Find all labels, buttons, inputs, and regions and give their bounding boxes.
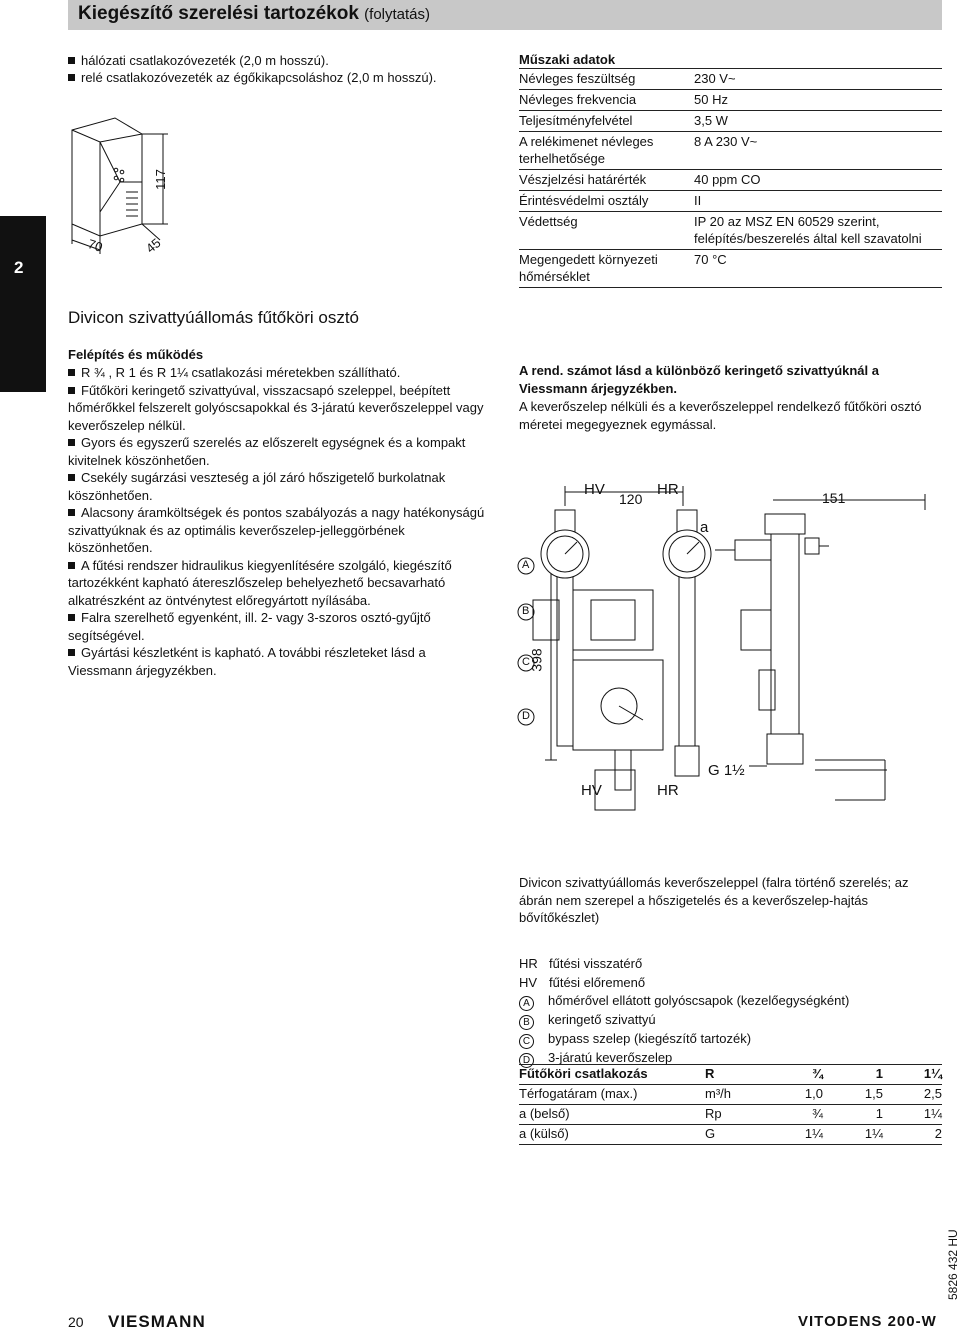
callout-b: B	[522, 605, 530, 617]
spec-row: Vészjelzési határérték 40 ppm CO	[519, 170, 942, 191]
dim-height: 117	[152, 169, 168, 190]
brand-logo: VIESMANN	[108, 1312, 206, 1331]
legend-item: A hőmérővel ellátott golyóscsapok (kezelőegységként)	[519, 992, 849, 1011]
document-code: 5826 432 HU	[946, 1229, 960, 1300]
legend-item: HV fűtési előremenő	[519, 974, 646, 990]
feature-list	[68, 364, 486, 679]
table-row: Fűtőköri csatlakozás R ¾ 1 1¼	[519, 1065, 942, 1085]
page-number: 20	[68, 1314, 84, 1330]
spec-row: A relékimenet névleges terhelhetősége 8 A 230 V~	[519, 132, 942, 170]
product-name: VITODENS 200-W	[798, 1313, 937, 1330]
legend-item: C bypass szelep (kiegészítő tartozék)	[519, 1030, 849, 1049]
hv-label-top: HV	[584, 481, 605, 498]
order-note: A rend. számot lásd a különböző keringető szivattyúknál a Viessmann árjegyzékben.	[519, 363, 879, 396]
bullet-item: relé csatlakozóvezeték az égőkikapcsoláshoz (2,0 m hosszú).	[68, 69, 437, 86]
bullet-item: Gyártási készletként is kapható. A további részleteket lásd a Viessmann árjegyzékben.	[68, 645, 426, 678]
callout-d: D	[522, 710, 530, 722]
callout-c: C	[522, 656, 530, 668]
connection-table	[519, 1064, 942, 1145]
page-title: Kiegészítő szerelési tartozékok (folytatás)	[78, 3, 431, 24]
spec-row: Névleges feszültség 230 V~	[519, 69, 942, 90]
legend-item: B keringető szivattyú	[519, 1011, 849, 1030]
callout-a: A	[522, 559, 530, 571]
dim-depth: 45	[142, 235, 164, 256]
spec-row: Védettség IP 20 az MSZ EN 60529 szerint, felépítés/beszerelés által kell szavatolni	[519, 212, 942, 250]
hv-label-bottom: HV	[581, 782, 602, 799]
chapter-number: 2	[14, 258, 24, 277]
section-subtitle: Felépítés és működés	[68, 347, 204, 362]
bullet-item: Alacsony áramköltségek és pontos szabályozás a nagy hatékonyságú szivattyúknak és az optimális keverőszelep-jelleggörbének köszönhetően.	[68, 505, 485, 555]
table-row: Térfogatáram (max.) m³/h 1,0 1,5 2,5	[519, 1085, 942, 1105]
dim-151: 151	[822, 490, 846, 506]
spec-row: Megengedett környezeti hőmérséklet 70 °C	[519, 250, 942, 288]
legend-item: HR fűtési visszatérő	[519, 956, 643, 971]
dim-120: 120	[619, 491, 643, 507]
bullet-item: Fűtőköri keringető szivattyúval, visszacsapó szeleppel, beépített hőmérőkkel felszerelt golyóscsapokkal és 3-járatú keverőszeleppel vagy keverőszelep nélkül.	[68, 382, 484, 433]
bullet-item: Csekély sugárzási veszteség a jól záró hőszigetelő burkolatnak köszönhetően.	[68, 470, 446, 503]
spec-row: Teljesítményfelvétel 3,5 W	[519, 111, 942, 132]
spec-row: Névleges frekvencia 50 Hz	[519, 90, 942, 111]
figure-caption: Divicon szivattyúállomás keverőszeleppel (falra történő szerelés; az ábrán nem szerepel a hőszigetelés és a keverőszelep-hajtás bővítőkészlet)	[519, 875, 909, 925]
dim-398: 398	[528, 648, 545, 672]
spec-table	[519, 68, 942, 288]
spec-row: Érintésvédelmi osztály II	[519, 191, 942, 212]
bullet-item: R ¾ , R 1 és R 1¼ csatlakozási méretekben szállítható.	[68, 364, 486, 382]
hr-label-bottom: HR	[657, 782, 679, 799]
table-row: a (külső) G 1¼ 1¼ 2	[519, 1125, 942, 1145]
table-row: a (belső) Rp ¾ 1 1¼	[519, 1105, 942, 1125]
callout-a-small: a	[700, 519, 709, 536]
spec-title: Műszaki adatok	[519, 52, 616, 67]
bullet-item: hálózati csatlakozóvezeték (2,0 m hosszú).	[68, 52, 329, 69]
dim-width: 70	[86, 236, 105, 255]
detector-drawing	[60, 112, 200, 262]
dimension-note: A keverőszelep nélküli és a keverőszeleppel rendelkező fűtőköri osztó méretei megegyeznek egymással.	[519, 399, 922, 432]
section-title: Divicon szivattyúállomás fűtőköri osztó	[68, 308, 360, 327]
thread-label: G 1½	[708, 762, 745, 779]
bullet-item: Gyors és egyszerű szerelés az előszerelt egységnek és a kompakt kivitelnek köszönhetően.	[68, 435, 466, 468]
legend	[519, 955, 849, 1068]
bullet-item: Falra szerelhető egyenként, ill. 2- vagy 3-szoros osztó-gyűjtő segítségével.	[68, 610, 431, 643]
legend-item: D 3-járatú keverőszelep	[519, 1049, 849, 1068]
hr-label-top: HR	[657, 481, 679, 498]
chapter-tab	[0, 216, 46, 392]
bullet-item: A fűtési rendszer hidraulikus kiegyenlítésére szolgáló, kiegészítő tartozékként kapható átereszlőszelep behelyezhető becsavarható alkatrészként az öntvénytest előregyártott nyílásába.	[68, 557, 452, 608]
